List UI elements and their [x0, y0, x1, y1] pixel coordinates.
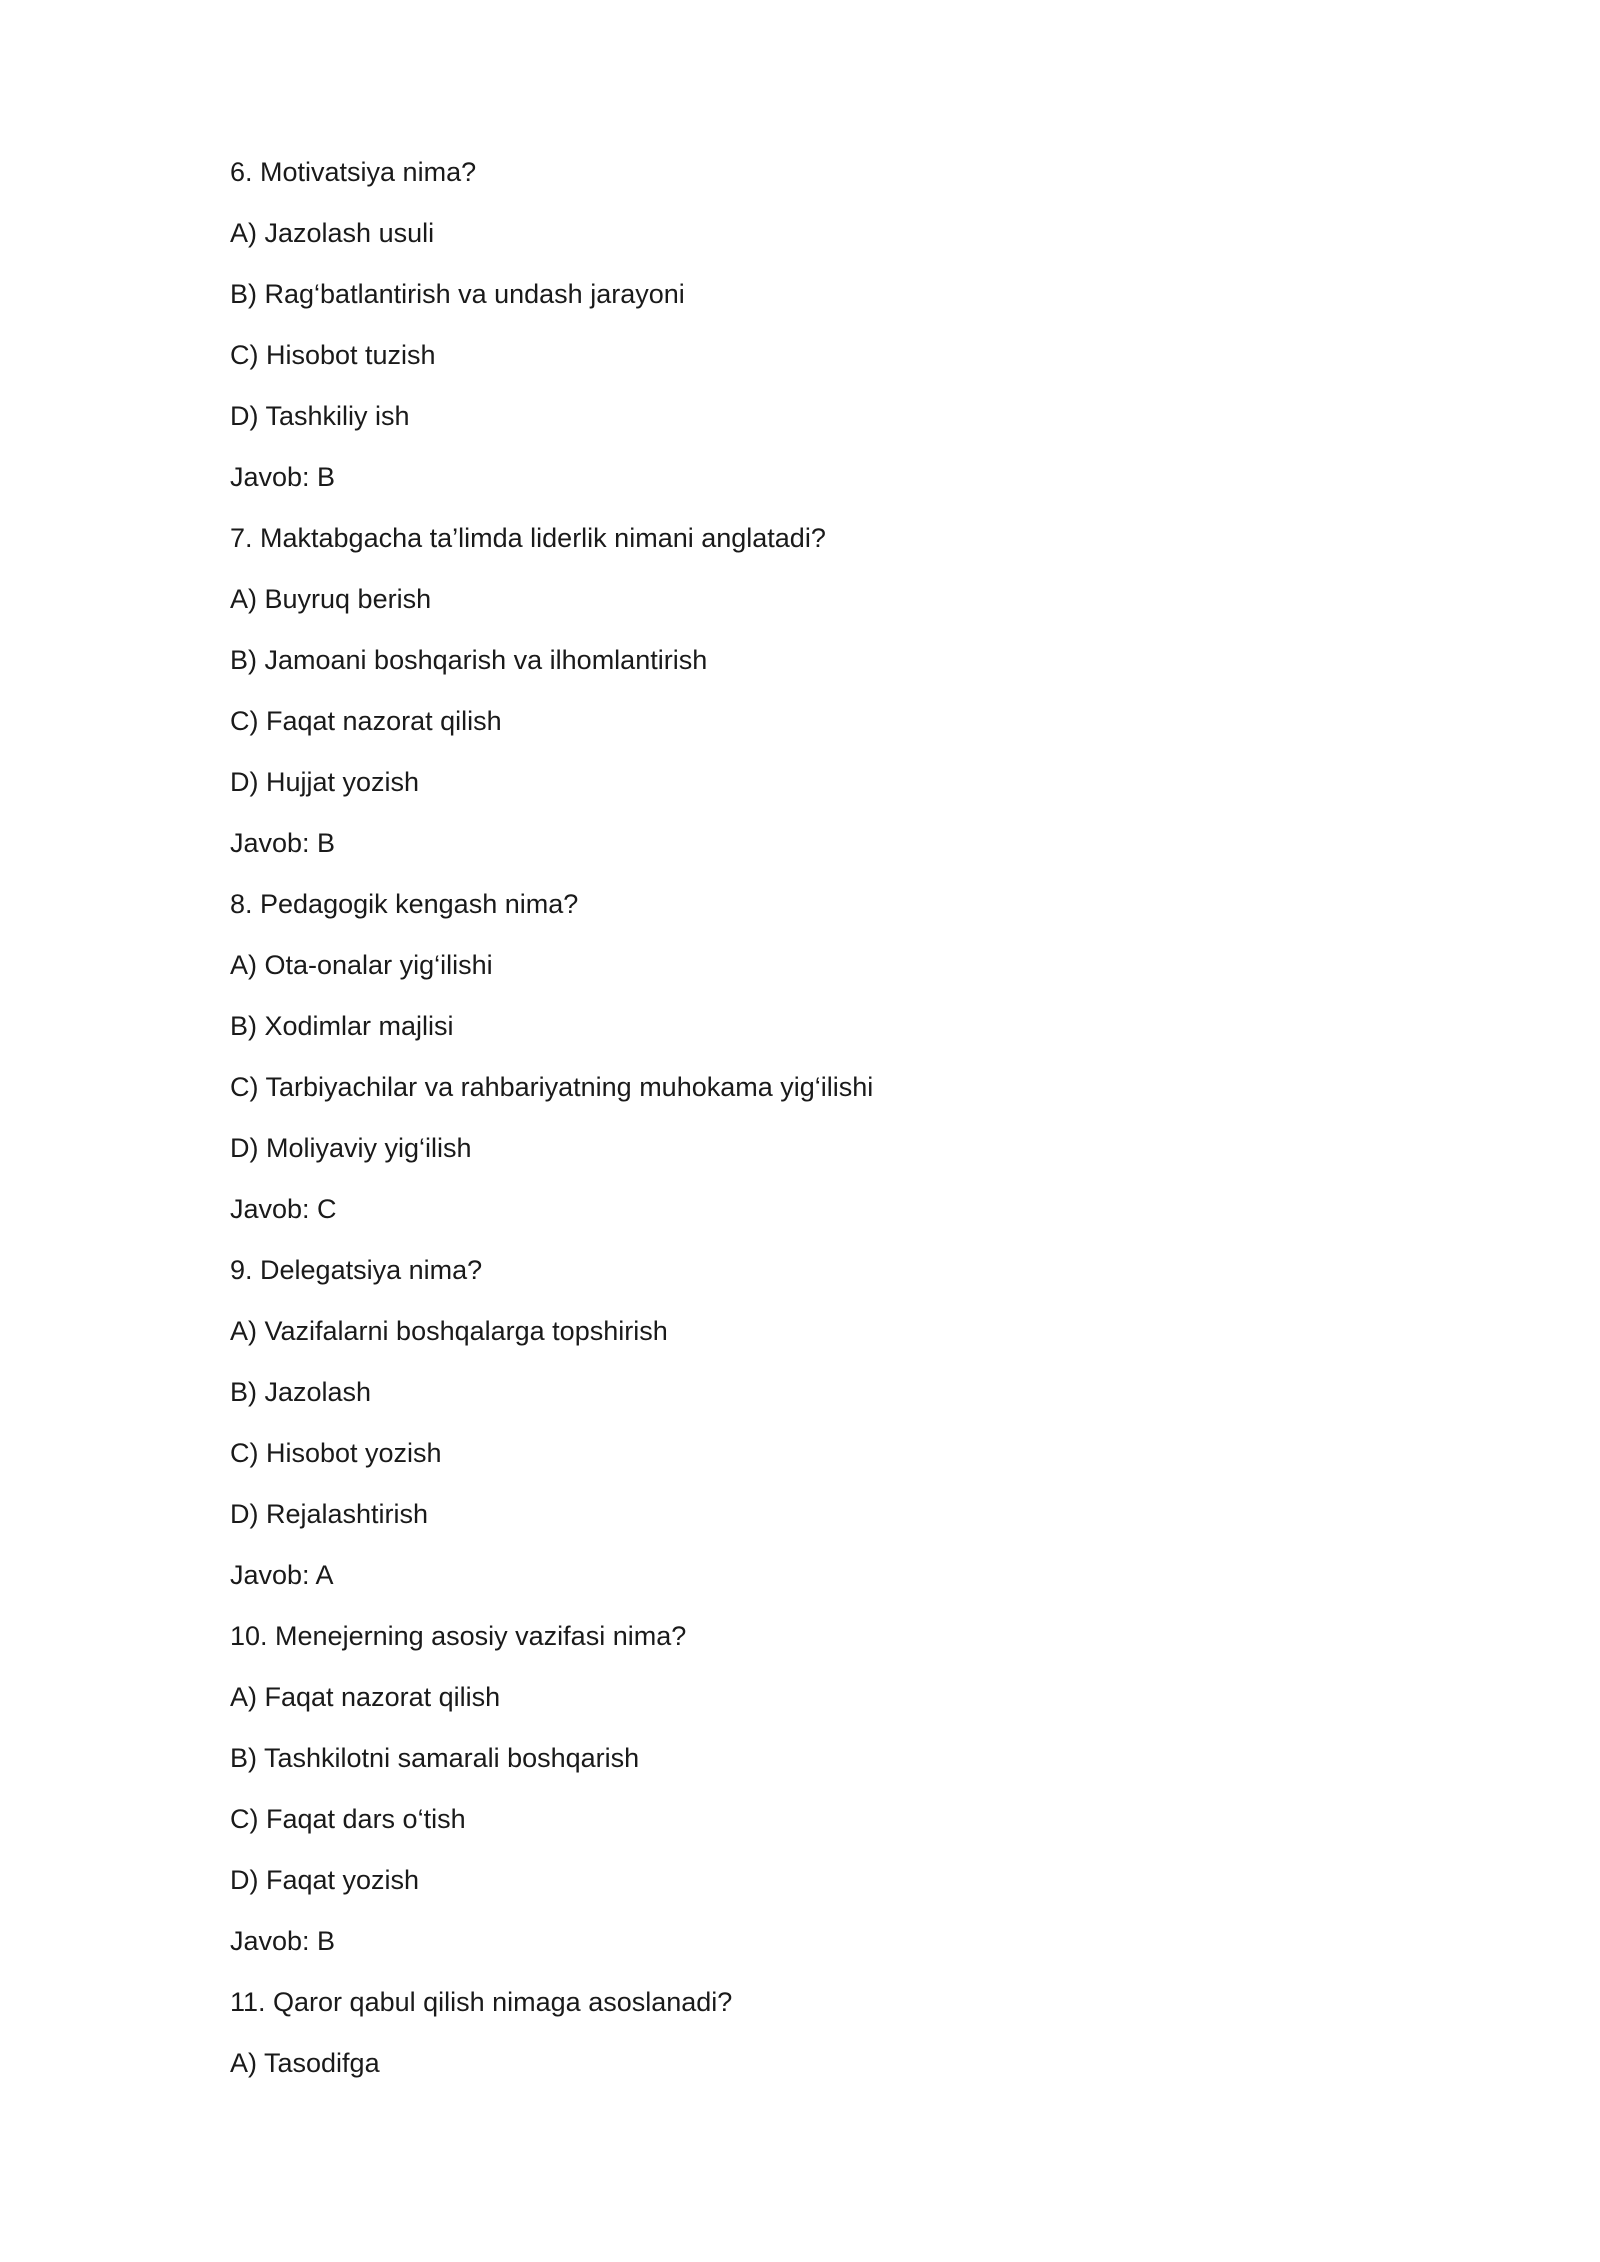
option-b: B) Jamoani boshqarish va ilhomlantirish [230, 645, 708, 675]
answer: Javob: C [230, 1194, 337, 1224]
option-c: C) Tarbiyachilar va rahbariyatning muhokama yig‘ilishi [230, 1072, 874, 1102]
answer: Javob: A [230, 1560, 334, 1590]
option-c: C) Faqat dars o‘tish [230, 1804, 466, 1834]
option-d: D) Moliyaviy yig‘ilish [230, 1133, 472, 1163]
option-d: D) Tashkiliy ish [230, 401, 410, 431]
option-a: A) Tasodifga [230, 2048, 380, 2078]
option-d: D) Rejalashtirish [230, 1499, 429, 1529]
option-a: A) Ota-onalar yig‘ilishi [230, 950, 493, 980]
option-c: C) Hisobot yozish [230, 1438, 442, 1468]
text-body [230, 152, 1430, 2104]
option-d: D) Hujjat yozish [230, 767, 420, 797]
option-c: C) Hisobot tuzish [230, 340, 436, 370]
option-a: A) Vazifalarni boshqalarga topshirish [230, 1316, 668, 1346]
answer: Javob: B [230, 1926, 336, 1956]
option-b: B) Xodimlar majlisi [230, 1011, 454, 1041]
question-9: 9. Delegatsiya nima? [230, 1255, 483, 1285]
question-10: 10. Menejerning asosiy vazifasi nima? [230, 1621, 687, 1651]
question-11: 11. Qaror qabul qilish nimaga asoslanadi? [230, 1987, 733, 2017]
option-a: A) Faqat nazorat qilish [230, 1682, 501, 1712]
option-a: A) Jazolash usuli [230, 218, 435, 248]
option-b: B) Jazolash [230, 1377, 372, 1407]
question-6: 6. Motivatsiya nima? [230, 157, 477, 187]
option-c: C) Faqat nazorat qilish [230, 706, 502, 736]
option-b: B) Rag‘batlantirish va undash jarayoni [230, 279, 685, 309]
question-8: 8. Pedagogik kengash nima? [230, 889, 579, 919]
option-d: D) Faqat yozish [230, 1865, 420, 1895]
option-a: A) Buyruq berish [230, 584, 432, 614]
option-b: B) Tashkilotni samarali boshqarish [230, 1743, 640, 1773]
question-7: 7. Maktabgacha ta’limda liderlik nimani anglatadi? [230, 523, 826, 553]
answer: Javob: B [230, 462, 336, 492]
answer: Javob: B [230, 828, 336, 858]
